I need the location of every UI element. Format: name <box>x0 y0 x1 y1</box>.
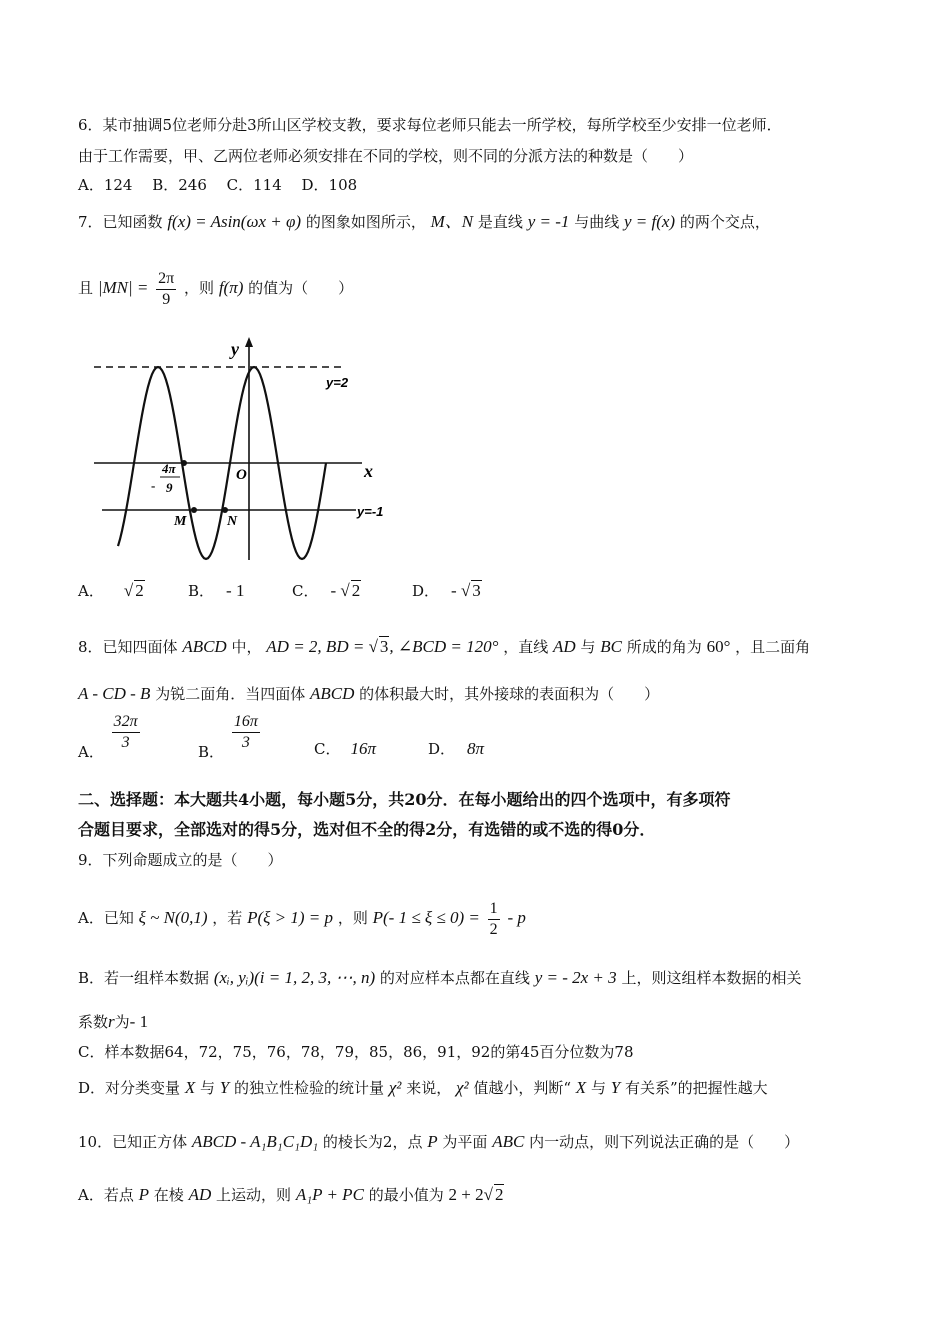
y-axis-label: y <box>231 339 239 359</box>
q9-option-c[interactable]: C．样本数据64，72，75，76，78，79，85，86，91，92的第45百分位数为78 <box>78 1043 634 1061</box>
tick-point <box>181 460 187 466</box>
label-n: N <box>227 514 238 529</box>
q8-option-c[interactable]: C． 16π <box>314 739 377 758</box>
point-n <box>222 507 228 513</box>
origin-label: O <box>236 467 247 483</box>
q7-stem: 7．已知函数 f(x) = Asin(ωx + φ) 的图象如图所示， M、N 是直线 y = -1 与曲线 y = f(x) 的两个交点， <box>78 212 770 231</box>
tick-denominator: 9 <box>166 480 173 495</box>
q7-option-c[interactable]: C． - √ 2 <box>292 581 361 600</box>
q9-option-b-line1[interactable]: B．若一组样本数据 (xᵢ, yᵢ)(i = 1, 2, 3, ⋯, n) 的对应样本点都在直线 y = - 2x + 3 上，则这组样本数据的相关 <box>78 968 802 987</box>
q7-condition: 且 |MN| = $\frac{2\pi}{9}$ ，则 f(π) 的值为（ ） <box>78 269 354 308</box>
q8-option-b[interactable]: B． $\frac{16\pi}{3}$ <box>198 713 258 761</box>
x-axis-label: x <box>364 461 373 481</box>
q7-fraction: $\frac{2\pi}{9}$ <box>158 269 175 308</box>
label-m: M <box>174 514 187 529</box>
q9-option-a[interactable]: A．已知 ξ ~ N(0,1) ，若 P(ξ > 1) = p ，则 P(- 1 ≤ ξ ≤ 0) = $\frac{1}{2}$ - p <box>78 899 526 938</box>
q8-option-d[interactable]: D． 8π <box>428 739 485 758</box>
q8-option-a[interactable]: A． $\frac{32\pi}{3}$ <box>78 713 138 761</box>
q7-option-d[interactable]: D． - √ 3 <box>412 581 481 600</box>
q6-line1: 6．某市抽调5位老师分赴3所山区学校支教，要求每位老师只能去一所学校，每所学校至少安排一位老师． <box>78 116 782 134</box>
q7-option-b[interactable]: B． - 1 <box>188 581 245 600</box>
y2-label: y=2 <box>326 375 349 390</box>
section2-line1: 二、选择题：本大题共4小题，每小题5分，共20分．在每小题给出的四个选项中，有多项符 <box>78 790 731 809</box>
q7-sine-graph <box>94 335 394 565</box>
section2-line2: 合题目要求，全部选对的得5分，选对但不全的得2分，有选错的或不选的得0分． <box>78 820 656 839</box>
q10-stem: 10．已知正方体 ABCD - A₁B₁C₁D₁ 的棱长为2，点 P 为平面 ABC 内一动点，则下列说法正确的是（ ） <box>78 1132 800 1151</box>
q7-option-a[interactable]: A． √ 2 <box>78 581 144 600</box>
tick-numerator: 4π <box>162 461 176 476</box>
q8-stem-line1: 8．已知四面体 ABCD 中， AD = 2, BD = √ 3, ∠BCD = 120° ，直线 AD 与 BC 所成的角为 60° ，且二面角 <box>78 637 811 656</box>
point-m <box>191 507 197 513</box>
q9-stem: 9．下列命题成立的是（ ） <box>78 851 283 869</box>
q10-option-a[interactable]: A．若点 P 在棱 AD 上运动，则 A₁P + PC 的最小值为 2 + 2√ 2 <box>78 1185 504 1204</box>
q9-option-b-line2: 系数r为- 1 <box>78 1012 149 1031</box>
q6-line2: 由于工作需要，甲、乙两位老师必须安排在不同的学校，则不同的分派方法的种数是（ ） <box>78 147 694 165</box>
y-axis-arrow <box>245 337 253 347</box>
q7-function: f(x) = Asin(ωx + φ) <box>167 212 302 231</box>
y-neg1-label: y=-1 <box>357 504 384 519</box>
tick-sign: - <box>151 478 156 493</box>
q6-options: A．124 B．246 C．114 D．108 <box>78 176 358 194</box>
q9-option-d[interactable]: D．对分类变量 X 与 Y 的独立性检验的统计量 χ² 来说， χ² 值越小，判断“ X 与 Y 有关系”的把握性越大 <box>78 1078 768 1097</box>
q8-stem-line2: A - CD - B 为锐二面角．当四面体 ABCD 的体积最大时，其外接球的表面积为（ ） <box>78 684 660 703</box>
